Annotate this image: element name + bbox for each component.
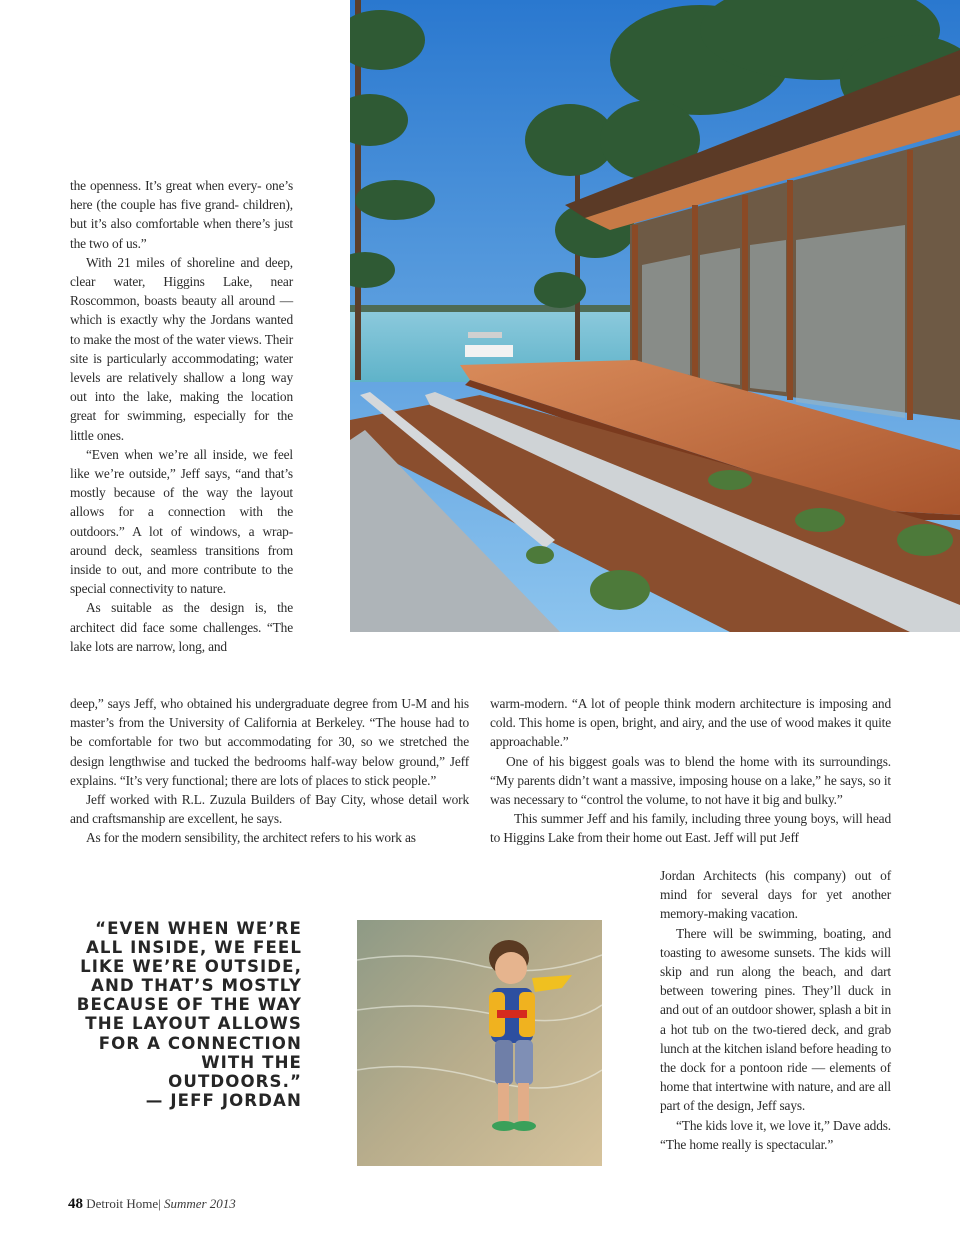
pull-quote-attribution: — JEFF JORDAN xyxy=(145,1090,302,1110)
col3-paragraph-5: “The kids love it, we love it,” Dave adds. “The home really is spectacular.” xyxy=(660,1117,891,1152)
col1-line-4: when there’s just the two of us.” xyxy=(70,216,293,251)
issue-date: Summer 2013 xyxy=(163,1196,236,1211)
article-column-1 xyxy=(70,176,293,656)
col1-paragraph-5: Jeff worked with R.L. Zuzula Builders of Bay City, whose detail work and craftsmanship are excellent, he says. xyxy=(70,792,469,827)
article-column-2 xyxy=(490,694,891,848)
col1-paragraph-2: With 21 miles of shoreline and deep, clear water, Higgins Lake, near Roscommon, boasts beauty all around — which is exactly why the Jordans wanted to make the most of the water views. Their site is particularly accommodating; water levels are relatively shallow a long way out into the lake, making the location great for swimming, especially for the little ones. xyxy=(70,254,293,443)
child-at-beach-photo xyxy=(357,920,602,1166)
col3-paragraph-4: There will be swimming, boating, and toasting to awesome sunsets. The kids will skip and run along the beach, and dart between towering pines. They’ll duck in and out of an outdoor shower, splash a bit in a hot tub on the two-tiered deck, and grab lunch at the kitchen island before heading to the dock for a pontoon ride — elements of home that intertwine with nature, and are all part of the design, Jeff says. xyxy=(660,925,891,1114)
article-column-1-wide xyxy=(70,694,469,848)
col1-paragraph-4-continued: deep,” says Jeff, who obtained his undergraduate degree from U-M and his master’s from the University of California at Berkeley. “The house had to be comfortable for two but accommodating for 30, so we stretched the design lengthwise and tucked the bedrooms half-way below ground,” Jeff explains. “It’s very functional; there are lots of places to stick people.” xyxy=(70,696,469,788)
col1-line-3: children), but it’s also comfortable xyxy=(70,197,293,232)
col1-line-1: the openness. It’s great when every- xyxy=(70,178,262,193)
pull-quote xyxy=(66,919,302,1110)
footer-separator: | xyxy=(158,1196,161,1211)
page-number: 48 xyxy=(68,1196,83,1212)
pull-quote-text: “EVEN WHEN WE’RE ALL INSIDE, WE FEEL LIKE WE’RE OUTSIDE, AND THAT’S MOSTLY BECAUSE OF THE WAY THE LAYOUT ALLOWS FOR A CONNECTION WITH THE OUTDOORS.” xyxy=(76,919,302,1091)
col2-paragraph-3: This summer Jeff and his family, including three young boys, will head to Higgins Lake from their home out East. Jeff will put Jeff xyxy=(490,811,891,846)
col1-paragraph-3: “Even when we’re all inside, we feel like we’re outside,” Jeff says, “and that’s mostly because of the way the layout allows for a connection with the outdoors.” A lot of windows, a wrap-around deck, seamless transitions from inside to out, and more contribute to the special connectivity to nature. xyxy=(70,446,293,597)
col2-paragraph-2: One of his biggest goals was to blend the home with its surroundings. “My parents didn’t want a massive, imposing house on a lake,” he says, so it was necessary to “control the volume, to not have it big and bulky.” xyxy=(490,753,891,808)
col2-paragraph-1: warm-modern. “A lot of people think modern architecture is imposing and cold. This home is open, bright, and airy, and the use of wood makes it quite approachable.” xyxy=(490,696,891,750)
magazine-name: Detroit Home xyxy=(86,1196,159,1211)
col3-paragraph-3-continued: Jordan Architects (his company) out of mind for several days for yet another memory-making vacation. xyxy=(660,868,891,922)
page-footer xyxy=(68,1196,236,1213)
col1-line-2: one’s here (the couple has five grand- xyxy=(70,178,293,213)
article-column-3 xyxy=(660,866,891,1154)
col1-paragraph-4: As suitable as the design is, the architect did face some challenges. “The lake lots are narrow, long, and xyxy=(70,600,293,654)
col1-paragraph-6: As for the modern sensibility, the architect refers to his work as xyxy=(86,830,416,846)
lake-house-photo xyxy=(350,0,960,632)
